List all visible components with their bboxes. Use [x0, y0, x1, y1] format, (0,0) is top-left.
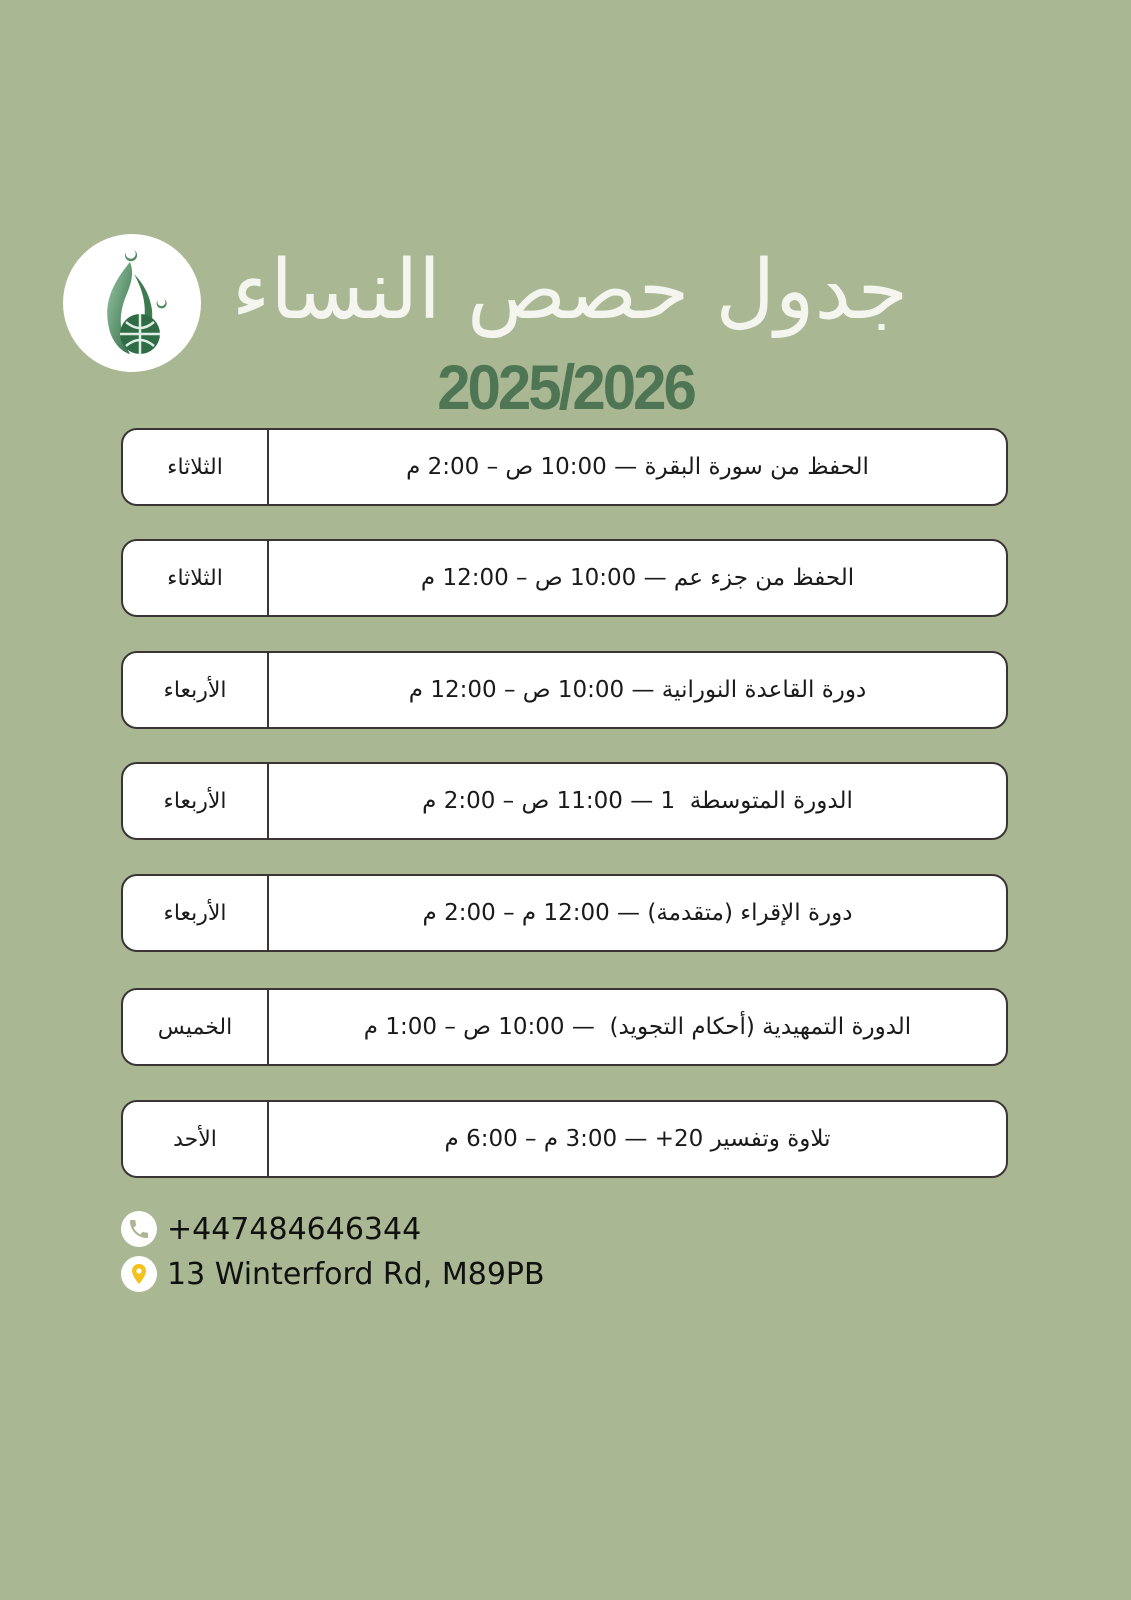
- schedule-row: [121, 539, 1008, 617]
- contact-address[interactable]: [121, 1256, 621, 1292]
- schedule-row: [121, 1100, 1008, 1178]
- course-cell: الحفظ من سورة البقرة — 10:00 ص – 2:00 م: [406, 454, 869, 480]
- day-cell: الأربعاء: [123, 764, 269, 838]
- course-cell: الدورة التمهيدية (أحكام التجويد) — 10:00 ص – 1:00 م: [363, 1014, 912, 1040]
- schedule-row: [121, 651, 1008, 729]
- schedule-row: [121, 874, 1008, 952]
- course-cell: دورة الإقراء (متقدمة) — 12:00 م – 2:00 م: [422, 900, 853, 926]
- phone-number[interactable]: +447484646344: [167, 1211, 422, 1247]
- page-title: جدول حصص النساء: [231, 243, 909, 338]
- schedule-row: [121, 988, 1008, 1066]
- contact-phone[interactable]: [121, 1211, 621, 1247]
- day-cell: الثلاثاء: [123, 430, 269, 504]
- day-cell: الأربعاء: [123, 876, 269, 950]
- day-cell: الأربعاء: [123, 653, 269, 727]
- academic-year: 2025/2026: [437, 352, 694, 423]
- mosque-logo: [63, 234, 201, 372]
- course-cell: تلاوة وتفسير 20+ — 3:00 م – 6:00 م: [444, 1126, 831, 1152]
- course-cell: الدورة المتوسطة 1 — 11:00 ص – 2:00 م: [422, 788, 853, 814]
- day-cell: الأحد: [123, 1102, 269, 1176]
- mosque-logo-icon: [82, 244, 182, 362]
- course-cell: الحفظ من جزء عم — 10:00 ص – 12:00 م: [420, 565, 855, 591]
- day-cell: الثلاثاء: [123, 541, 269, 615]
- phone-icon: [121, 1211, 157, 1247]
- location-pin-icon: [121, 1256, 157, 1292]
- schedule-row: [121, 762, 1008, 840]
- schedule-row: [121, 428, 1008, 506]
- address-text[interactable]: 13 Winterford Rd, M89PB: [167, 1256, 545, 1292]
- course-cell: دورة القاعدة النورانية — 10:00 ص – 12:00 م: [408, 677, 867, 703]
- day-cell: الخميس: [123, 990, 269, 1064]
